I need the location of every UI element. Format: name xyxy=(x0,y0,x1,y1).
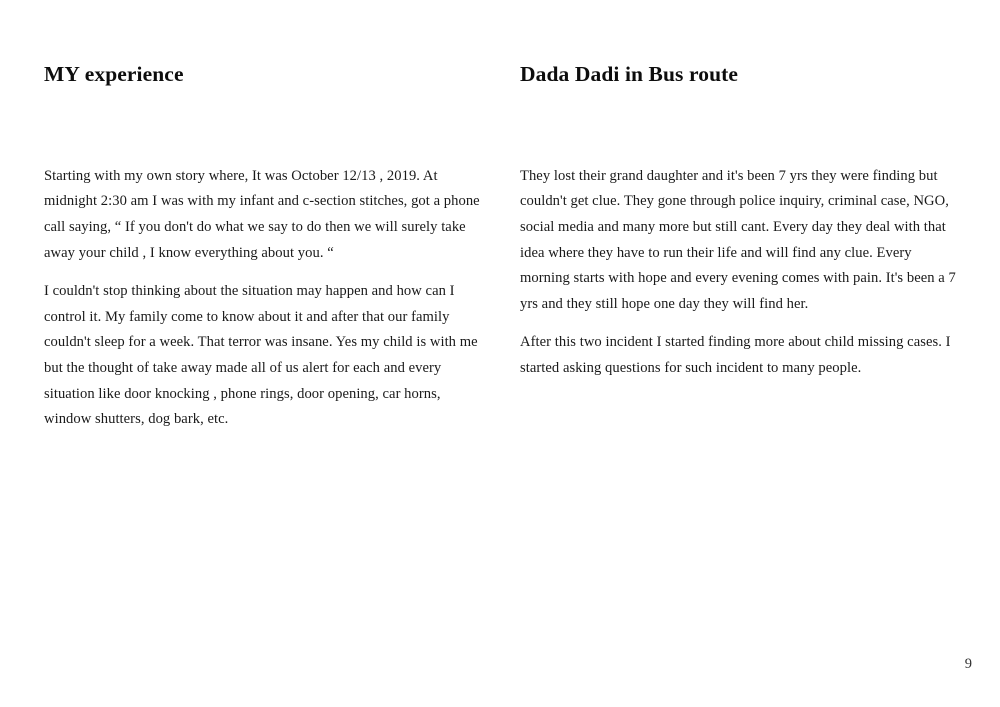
column-left-body xyxy=(44,164,480,433)
page-number: 9 xyxy=(964,656,972,672)
paragraph: They lost their grand daughter and it's been 7 yrs they were finding but couldn't get clue. They gone through police inquiry, criminal case, NGO, social media and many more but still cant. Every day they deal with that idea where they have to run their life and will find any clue. Every morning starts with hope and every evening comes with pain. It's been a 7 yrs and they still hope one day they will find her. xyxy=(520,167,956,312)
paragraph: After this two incident I started finding more about child missing cases. I started asking questions for such incident to many people. xyxy=(520,334,951,376)
column-left xyxy=(44,62,480,707)
section-title-dada-dadi-in-bus-route: Dada Dadi in Bus route xyxy=(520,62,739,86)
column-right-body xyxy=(520,164,956,382)
paragraph: Starting with my own story where, It was October 12/13 , 2019. At midnight 2:30 am I was with my infant and c-section stitches, got a phone call saying, “ If you don't do what we say to do then we will surely take away your child , I know everything about you. “ xyxy=(44,167,480,261)
column-right xyxy=(520,62,956,707)
section-title-my-experience: MY experience xyxy=(44,62,184,86)
paragraph: I couldn't stop thinking about the situation may happen and how can I control it. My family come to know about it and after that our family couldn't sleep for a week. That terror was insane. Yes my child is with me but the thought of take away made all of us alert for each and every situation like door knocking , phone rings, door opening, car horns, window shutters, dog bark, etc. xyxy=(44,283,478,428)
